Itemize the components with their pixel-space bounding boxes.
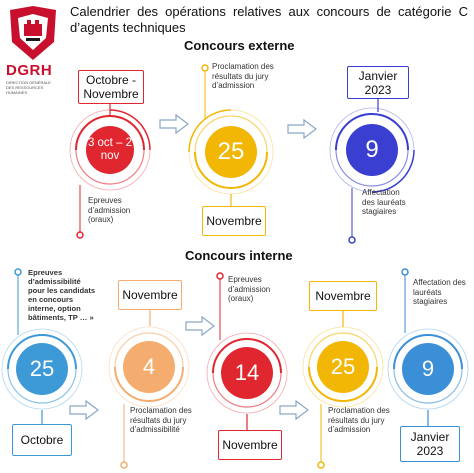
interne-step2-date-box: Novembre <box>118 280 182 310</box>
interne-step1-date-box: Octobre <box>12 424 72 456</box>
interne-step5-date-box: Janvier 2023 <box>400 426 460 462</box>
interne-step5-note: Affectation des lauréats stagiaires <box>413 278 466 306</box>
logo-subtext: DIRECTION GÉNÉRALE DES RESSOURCES HUMAINES <box>6 80 51 95</box>
externe-step1-note: Epreuves d’admission (oraux) <box>88 196 131 224</box>
externe-step2-circle: 25 <box>205 126 257 178</box>
interne-step3-circle: 14 <box>221 347 273 399</box>
interne-step1-note: Epreuves d’admissibilité pour les candidats en concours interne, option bâtiments, TP … » <box>28 268 96 322</box>
interne-step1-circle: 25 <box>16 343 68 395</box>
arrow-icon <box>280 401 308 419</box>
heading-interne: Concours interne <box>185 248 293 263</box>
interne-step3-note: Epreuves d’admission (oraux) <box>228 275 271 303</box>
interne-step2-note: Proclamation des résultats du jury d’admissibilité <box>130 406 192 434</box>
externe-step3-note: Affectation des lauréats stagiaires <box>362 188 406 216</box>
interne-step5-circle: 9 <box>402 343 454 395</box>
externe-step1-circle: 3 oct – 2 nov <box>86 126 134 174</box>
externe-step1-date-box: Octobre - Novembre <box>78 70 144 104</box>
page-title: Calendrier des opérations relatives aux concours de catégorie C d’agents techniques <box>70 4 468 35</box>
externe-step3-date-box: Janvier 2023 <box>347 66 409 99</box>
externe-step2-date-box: Novembre <box>202 206 266 236</box>
interne-step2-circle: 4 <box>123 341 175 393</box>
interne-step4-circle: 25 <box>317 341 369 393</box>
externe-step2-note: Proclamation des résultats du jury d’admission <box>212 62 274 90</box>
arrow-icon <box>160 115 188 133</box>
interne-step3-date-box: Novembre <box>218 430 282 460</box>
arrow-icon <box>288 120 316 138</box>
interne-step4-date-box: Novembre <box>309 281 377 311</box>
logo-text: DGRH <box>6 62 53 79</box>
heading-externe: Concours externe <box>184 38 295 53</box>
arrow-icon <box>186 317 214 335</box>
arrow-icon <box>70 401 98 419</box>
externe-step3-circle: 9 <box>346 124 398 176</box>
interne-step4-note: Proclamation des résultats du jury d’admission <box>328 406 390 434</box>
